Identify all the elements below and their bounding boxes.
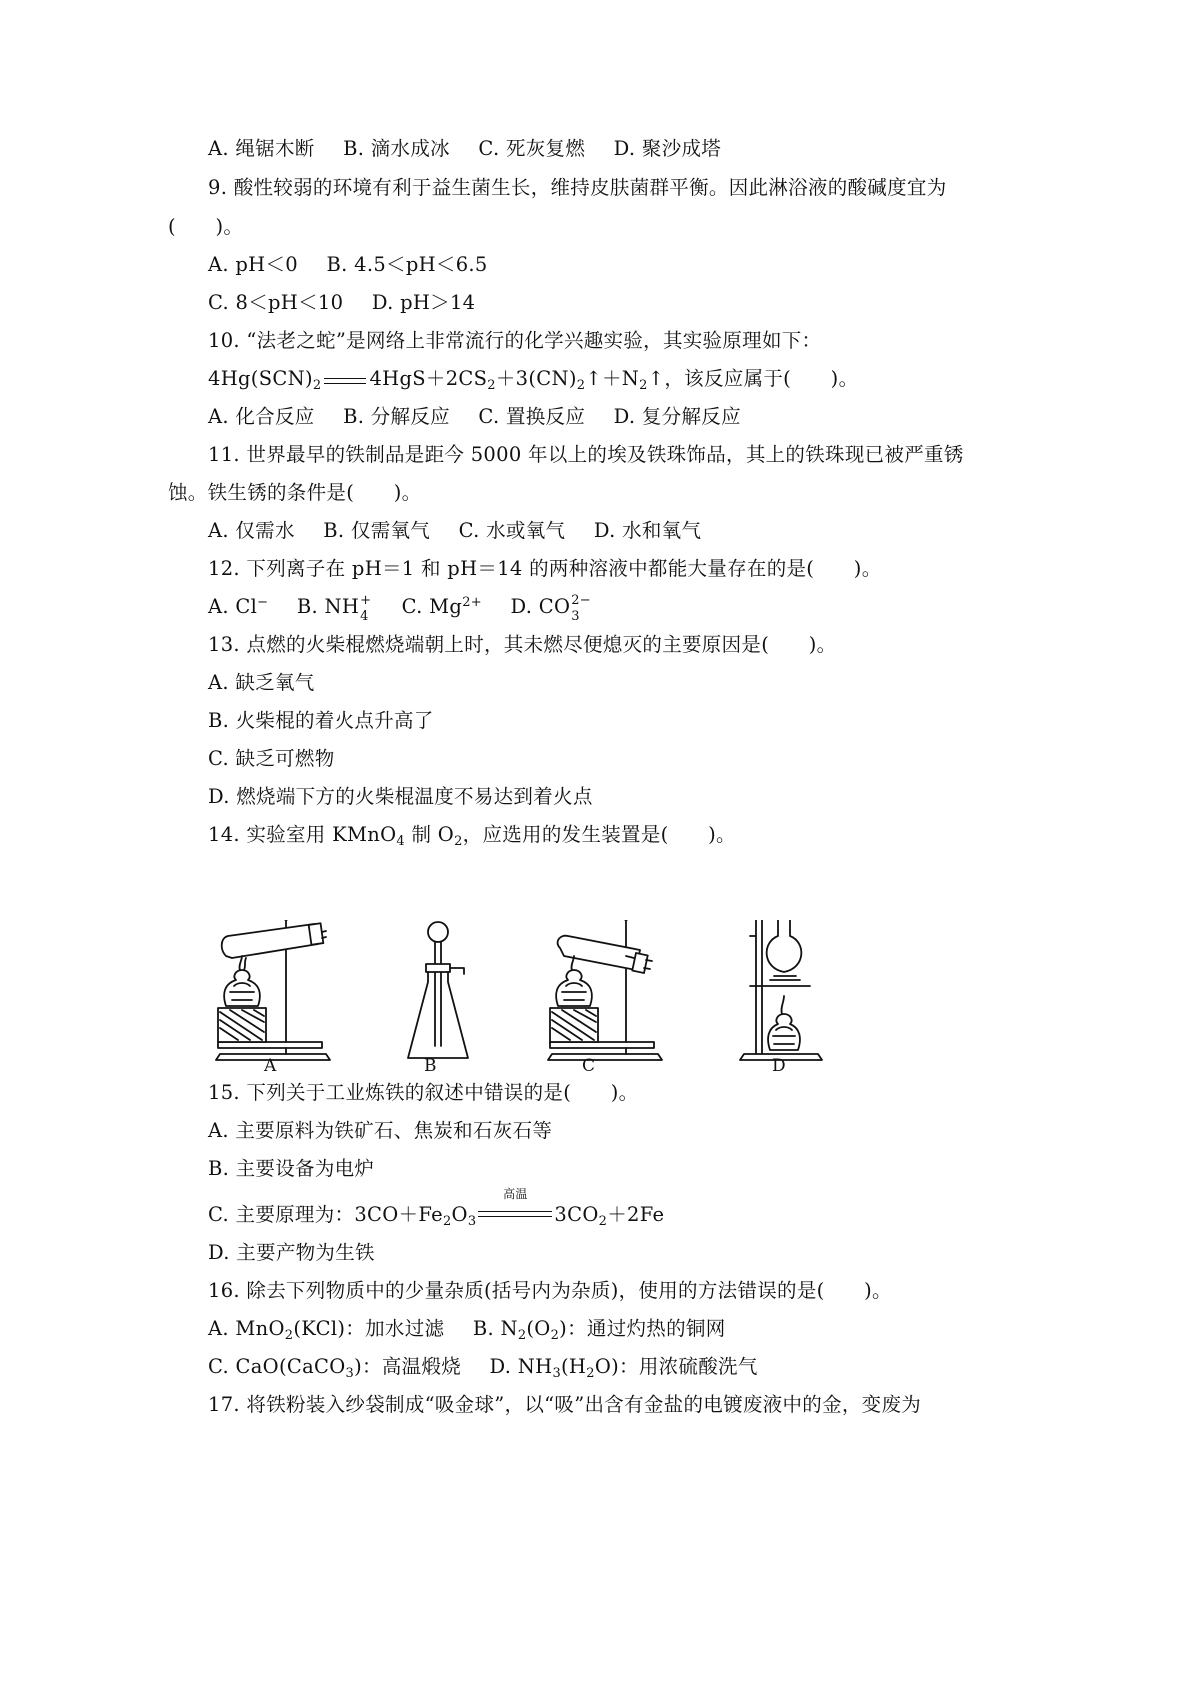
q17-stem: 17. 将铁粉装入纱袋制成“吸金球”，以“吸”出含有金盐的电镀废液中的金，变废为 (208, 1393, 922, 1416)
q8-option-a[interactable]: A. 绳锯木断 (208, 137, 315, 160)
q14-stem-part1: 14. 实验室用 KMnO (208, 823, 397, 846)
q15-option-b[interactable]: B. 主要设备为电炉 (208, 1157, 375, 1180)
q10-stem-tail: ，该反应属于( )。 (664, 367, 859, 390)
q11-option-d[interactable]: D. 水和氧气 (593, 519, 702, 542)
q14-stem-part3: ，应选用的发生装置是( )。 (462, 823, 736, 846)
apparatus-d[interactable] (740, 920, 822, 1060)
q11-option-c[interactable]: C. 水或氧气 (458, 519, 566, 542)
q9-options-row2 (208, 290, 497, 316)
q16-option-b-text: ：通过灼热的铜网 (567, 1317, 726, 1340)
q9-option-d[interactable]: D. pH＞14 (371, 291, 476, 314)
reaction-condition-label: 高温 (503, 1187, 528, 1201)
q15-option-c-part3: ＋2Fe (607, 1203, 665, 1226)
q15-option-c[interactable]: C. 主要原理为：$3CO+Fe_2O_3$ 高温 $3CO_2+2Fe$ (208, 1187, 665, 1229)
q13-option-b[interactable]: B. 火柴棍的着火点升高了 (208, 709, 434, 732)
q10-option-b[interactable]: B. 分解反应 (343, 405, 450, 428)
q8-option-c[interactable]: C. 死灰复燃 (478, 137, 586, 160)
q9-option-c[interactable]: C. 8＜pH＜10 (208, 291, 344, 314)
q16-options-row2 (208, 1354, 780, 1380)
q11-option-a[interactable]: A. 仅需水 (208, 519, 295, 542)
apparatus-label-c: C (582, 1056, 596, 1076)
apparatus-label-a: A (264, 1056, 277, 1076)
q13-option-d[interactable]: D. 燃烧端下方的火柴棍温度不易达到着火点 (208, 785, 593, 808)
q10-option-d[interactable]: D. 复分解反应 (613, 405, 741, 428)
q11-stem-cont: 蚀。铁生锈的条件是( )。 (168, 481, 422, 504)
apparatus-figure (210, 920, 930, 1076)
q11-options (208, 518, 723, 544)
reaction-condition (476, 1187, 554, 1228)
q12-option-d[interactable]: D. CO 2− 3 (510, 593, 591, 624)
q9-options-row1 (208, 252, 510, 278)
q13-option-c[interactable]: C. 缺乏可燃物 (208, 747, 335, 770)
q9-option-b[interactable]: B. 4.5＜pH＜6.5 (326, 253, 488, 276)
q10-option-a[interactable]: A. 化合反应 (208, 405, 315, 428)
q10-equation-text: $4Hg(SCN)_2$ $4HgS+2CS_2+3(CN)_2↑+N_2↑$ (208, 367, 665, 393)
q9-stem: 9. 酸性较弱的环境有利于益生菌生长，维持皮肤菌群平衡。因此淋浴液的酸碱度宜为 (208, 176, 947, 199)
q12-stem: 12. 下列离子在 pH＝1 和 pH＝14 的两种溶液中都能大量存在的是( )。 (208, 557, 882, 580)
q12-options (208, 593, 616, 624)
q16-stem: 16. 除去下列物质中的少量杂质(括号内为杂质)，使用的方法错误的是( )。 (208, 1279, 892, 1302)
apparatus-label-b: B (424, 1056, 437, 1076)
q8-option-b[interactable]: B. 滴水成冰 (343, 137, 450, 160)
q15-option-d[interactable]: D. 主要产物为生铁 (208, 1241, 375, 1264)
apparatus-c[interactable] (548, 920, 662, 1060)
q15-option-c-part2: 3CO (554, 1203, 599, 1226)
q15-option-c-part1: C. 主要原理为：3CO＋Fe (208, 1203, 443, 1226)
q10-stem: 10. “法老之蛇”是网络上非常流行的化学兴趣实验，其实验原理如下： (208, 329, 822, 352)
q16-options-row1 (208, 1316, 748, 1342)
q8-options (208, 136, 743, 162)
q10-option-c[interactable]: C. 置换反应 (478, 405, 586, 428)
q16-option-c[interactable]: C. CaO(CaCO$_3$)：高温煅烧 (208, 1355, 462, 1381)
q14-stem-part2: 制 O (404, 823, 455, 846)
q16-option-a-text: ：加水过滤 (345, 1317, 445, 1340)
q8-option-d[interactable]: D. 聚沙成塔 (613, 137, 722, 160)
q16-option-d[interactable]: D. $NH_3(H_2O)$：用浓硫酸洗气 (489, 1355, 758, 1381)
q10-equation (208, 366, 858, 392)
q11-stem: 11. 世界最早的铁制品是距今 5000 年以上的埃及铁珠饰品，其上的铁珠现已被严重锈 (208, 443, 964, 466)
q16-option-d-text: ：用浓硫酸洗气 (619, 1355, 758, 1378)
q16-option-a[interactable]: A. MnO$_2$(KCl)：加水过滤 (208, 1317, 445, 1343)
q16-option-b[interactable]: B. $N_2(O_2)$：通过灼热的铜网 (472, 1317, 726, 1343)
q11-option-b[interactable]: B. 仅需氧气 (323, 519, 431, 542)
apparatus-drawings (210, 920, 930, 1070)
apparatus-label-d: D (772, 1056, 786, 1076)
q10-options (208, 404, 763, 430)
q12-option-b[interactable]: B. NH + 4 (296, 593, 372, 624)
q15-option-a[interactable]: A. 主要原料为铁矿石、焦炭和石灰石等 (208, 1119, 553, 1142)
q13-stem: 13. 点燃的火柴棍燃烧端朝上时，其未燃尽便熄灭的主要原因是( )。 (208, 633, 837, 656)
apparatus-b[interactable] (408, 922, 468, 1058)
q13-option-a[interactable]: A. 缺乏氧气 (208, 671, 315, 694)
apparatus-a[interactable] (216, 920, 330, 1060)
q16-option-c-text: ：高温煅烧 (362, 1355, 462, 1378)
q12-option-c[interactable]: C. $Mg^{2+}$ (401, 595, 482, 618)
q9-stem-cont: ( )。 (168, 215, 244, 238)
q9-option-a[interactable]: A. pH＜0 (208, 253, 298, 276)
q14-stem: 14. 实验室用 KMnO$_4$ 制 $O_2$，应选用的发生装置是( )。 (208, 823, 736, 849)
q15-stem: 15. 下列关于工业炼铁的叙述中错误的是( )。 (208, 1081, 639, 1104)
q12-option-a[interactable]: A. Cl− (208, 595, 269, 618)
